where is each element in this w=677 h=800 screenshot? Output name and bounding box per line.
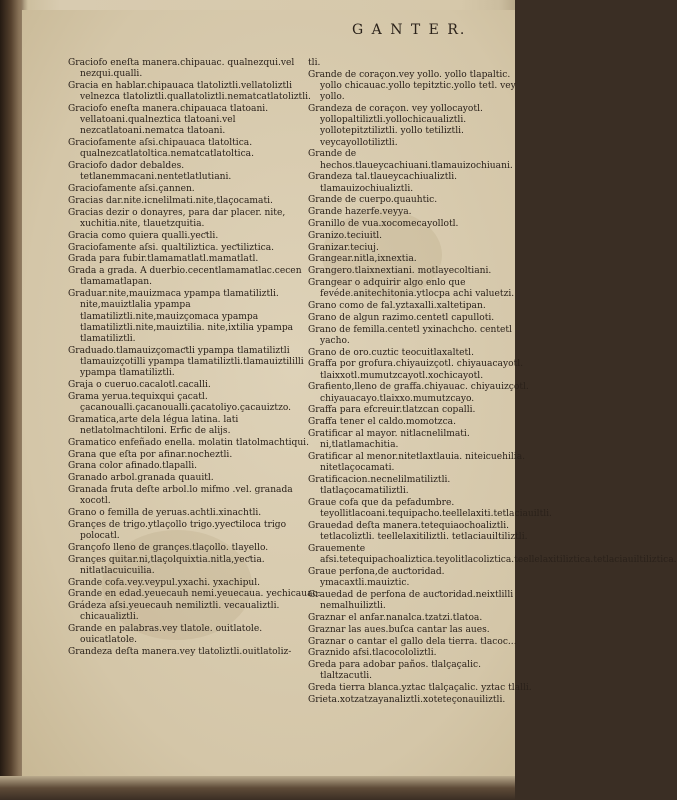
- dictionary-entry: Grandeza de coraçon. vey yollocayotl. yollopaltiliztli.yollochicaualiztli. yollotepitztiliztli. yollo tetiliztli. veycayollotiliztli.: [308, 104, 483, 148]
- dictionary-entry: Graciofo dador debaldes. tetlanemmacani.nentetlatlutiani.: [68, 161, 232, 183]
- dictionary-entry: Grangear.nitla,ixnextia.: [308, 254, 417, 265]
- dictionary-entry: Graciofamente aſsi. qualtiliztica. yeƈtiliztica.: [68, 242, 275, 253]
- running-header: G A N T E R.: [352, 22, 467, 38]
- dictionary-entry: Graciofo eneſta manera.chipauac. qualnezqui.vel nezqui.qualli.: [68, 58, 295, 80]
- dictionary-entry: Grançofo lleno de grançes.tlaçollo. tlayello.: [68, 542, 269, 553]
- dictionary-entry: Grano de femilla.centetl yxinachcho. centetl yacho.: [308, 324, 512, 346]
- dictionary-entry: Gratificar al mayor. nitlacnelilmati. ni,tlatlamachitia.: [308, 428, 470, 451]
- dictionary-entry: Gramatico enfeñado enella. molatin tlatolmachtiqui.: [68, 437, 309, 448]
- dictionary-entry: Greda para adobar paños. tlalçaçalic. tlaltzacutli.: [308, 660, 481, 682]
- dictionary-entry: Graznido afsi.tlacocololiztli.: [308, 648, 437, 659]
- dictionary-entry: Gracia como quiera qualli.yeƈtli.: [68, 230, 219, 241]
- dictionary-entry: Gracias dezir o donayres, para dar placer. nite, xuchitia.nite, tlauetzquitia.: [68, 207, 286, 229]
- dictionary-entry: Grano o femilla de yeruas.achtli.xinachtli.: [68, 507, 262, 518]
- dictionary-entry: Grançes quitar.ni,tlaçolquixtia.nitla,yeƈtia. nitlatlacuicuilia.: [68, 554, 265, 576]
- dictionary-entry: Graue cofa que da pefadumbre. teyollitlacoani.tequipacho.teellelaxiti.tetlaciauiltli.: [308, 497, 552, 520]
- dictionary-entry: Grano de oro.cuztic teocuitlaxaltetl.: [308, 347, 474, 358]
- book-spine: [0, 0, 24, 800]
- dictionary-entry: Granizar.teciuj.: [308, 242, 379, 253]
- dictionary-entry: Grada a grada. A duerbio.cecentlamamatlac.cecen tlamamatlapan.: [68, 266, 302, 288]
- dictionary-entry: Graffa para efcreuir.tlatzcan copalli.: [308, 405, 476, 416]
- dictionary-entry: Grande en palabras.vey tlatole. ouitlatole. ouicatlatole.: [68, 624, 263, 646]
- dictionary-entry: Grádeza aſsi.yeuecauh nemiliztli. vecaualiztli. chicaualiztli.: [68, 601, 280, 623]
- dictionary-entry: Grana que eſta por afinar.nocheztli.: [68, 449, 233, 460]
- dictionary-entry: Graue perfona,de auƈtoridad. ymacaxtli.mauiztic.: [308, 566, 445, 589]
- dictionary-entry: Grande de cuerpo.quauhtic.: [308, 195, 438, 206]
- dictionary-entry: Graciofo eneſta manera.chipauaca tlatoani. vellatoani.qualneztica tlatoani.vel nezcatlatoani.nematca tlatoani.: [68, 104, 269, 137]
- dictionary-entry: Gramatica,arte dela légua latina. lati netlatolmachtiloni. Erfic de alijs.: [68, 414, 239, 436]
- dictionary-entry: Graffa tener el caldo.momotzca.: [308, 417, 456, 428]
- dictionary-entry: Graciofamente aſsi.chipauaca tlatoltica. qualnezcatlatoltica.nematcatlatoltica.: [68, 138, 254, 160]
- dictionary-entry: Grandeza deſta manera.vey tlatoliztli.ouitlatoliz-: [68, 647, 292, 658]
- dictionary-entry: Grama yerua.tequixqui çacatl. çacanoualli.çacanoualli.çacatoliyo.çacauiztzo.: [68, 391, 292, 413]
- dictionary-entry: Granizo.teciuitl.: [308, 230, 383, 241]
- dictionary-entry: Grande hazerfe.veyya.: [308, 207, 412, 218]
- dictionary-entry: Grande en edad.yeuecauh nemi.yeuecaua. yechicauac.: [68, 589, 321, 600]
- dictionary-entry: Grano de algun razimo.centetl capulloti.: [308, 312, 495, 323]
- dictionary-entry: Graja o cueruo.cacalotl.cacalli.: [68, 380, 211, 390]
- dictionary-page: [22, 10, 677, 790]
- dictionary-entry: Graffa por grofura.chiyauizçotl. chiyauacayotl. tlaixxotl.mumutzcayotl.xochicayotl.: [308, 359, 524, 381]
- dictionary-entry: Graznar o cantar el gallo dela tierra. tlacoc...: [308, 636, 517, 647]
- dictionary-entry: Grana color afinado.tlapalli.: [68, 461, 198, 472]
- dictionary-entry: Graciofamente aſsi.çannen.: [68, 184, 195, 195]
- dictionary-entry: Graznar el anfar.nanalca.tzatzi.tlatoa.: [308, 612, 483, 623]
- dictionary-entry: Grançes de trigo.ytlaçollo trigo.yyeƈtiloca trigo polocatl.: [68, 519, 287, 541]
- dictionary-entry: Grada para fubir.tlamamatlatl.mamatlatl.: [68, 254, 259, 265]
- left-column: [68, 58, 322, 658]
- page-bottom-edge: [0, 776, 515, 800]
- dictionary-entry: Graduado.tlamauizçomaƈtli ypampa tlamatiliztli tlamauizçotilli ypampa tlamatiliztli.tlamauiztililli ypampa tlamatiliztli.: [68, 345, 304, 379]
- dictionary-entry: Granillo de vua.xocomecayollotl.: [308, 219, 459, 229]
- dictionary-entry: Grauemente afsi.tetequipachoaliztica.teyolitlacoliztica.teellelaxitiliztica.tetlaciauiltiliztica.: [308, 543, 677, 566]
- dictionary-entry: Grande de coraçon.vey yollo. yollo tlapaltic. yollo chicauac.yollo tepitztic.yollo tetl. vey yollo.: [308, 69, 516, 103]
- dictionary-entry: Grano como de fal.yztaxalli.xaltetipan.: [308, 300, 486, 311]
- dictionary-entry: Gracias dar.nite.icnelilmati.nite,tlaçocamati.: [68, 196, 273, 206]
- dictionary-entry: Grande cofa.vey.veypul.yxachi. yxachipul.: [68, 577, 261, 588]
- dictionary-entry: Grangear o adquirir algo enlo que fevéde.anitechitonia.ytlocpa achi valuetzi.: [308, 277, 515, 300]
- dictionary-entry: Gratificar al menor.nitetlaxtlauia. niteicuehilia. nitetlaçocamati.: [308, 451, 526, 474]
- dictionary-entry: Grandeza tal.tlaueycachiualiztli. tlamauizochiualiztli.: [308, 172, 458, 194]
- dictionary-entry: Grauedad de perfona de auƈtoridad.neixtlilli nemalhuiliztli.: [308, 589, 514, 612]
- dictionary-entry: Grauedad deſta manera.tetequiaochoaliztli. tetlacoliztli. teellelaxitiliztli. tetlaciauiltiliztli.: [308, 520, 528, 543]
- dictionary-entry: tli.: [308, 58, 321, 68]
- dictionary-entry: Grieta.xotzatzayanaliztli.xoteteçonauiliztli.: [308, 694, 506, 705]
- dictionary-entry: Granado arbol.granada quauitl.: [68, 473, 214, 484]
- dictionary-entry: Greda tierra blanca.yztac tlalçaçalic. yztac tlalli.: [308, 683, 532, 694]
- dictionary-entry: Grande de hechos.tlaueycachiuani.tlamauizochiuani.: [308, 149, 513, 171]
- dictionary-entry: Graduar.nite,mauizmaca ypampa tlamatiliztli. nite,mauiztlalia ypampa tlamatiliztli.nite,mauizçomaca ypampa tlamatiliztli.nite,mauiztilia. nite,ixtilia ypampa tlamatiliztli.: [68, 289, 294, 344]
- dictionary-entry: Gratificacion.necnelilmatiliztli. tlatlaçocamatiliztli.: [308, 474, 451, 497]
- dictionary-entry: Granada fruta deſte arbol.lo mifmo .vel. granada xocotl.: [68, 484, 293, 507]
- dictionary-entry: Graznar las aues.buſca cantar las aues.: [308, 624, 490, 635]
- dictionary-entry: Gracia en hablar.chipauaca tlatoliztli.vellatoliztli velnezca tlatoliztli.quallatoliztli.nematcatlatoliztli.: [68, 81, 311, 103]
- dictionary-entry: Grafiento,lleno de graffa.chiyauac. chiyauizçotl. chiyauacayo.tlaixxo.mumutzcayo.: [308, 382, 529, 404]
- right-column: [308, 58, 677, 706]
- dictionary-entry: Grangero.tlaixnextiani. motlayecoltiani.: [308, 266, 492, 277]
